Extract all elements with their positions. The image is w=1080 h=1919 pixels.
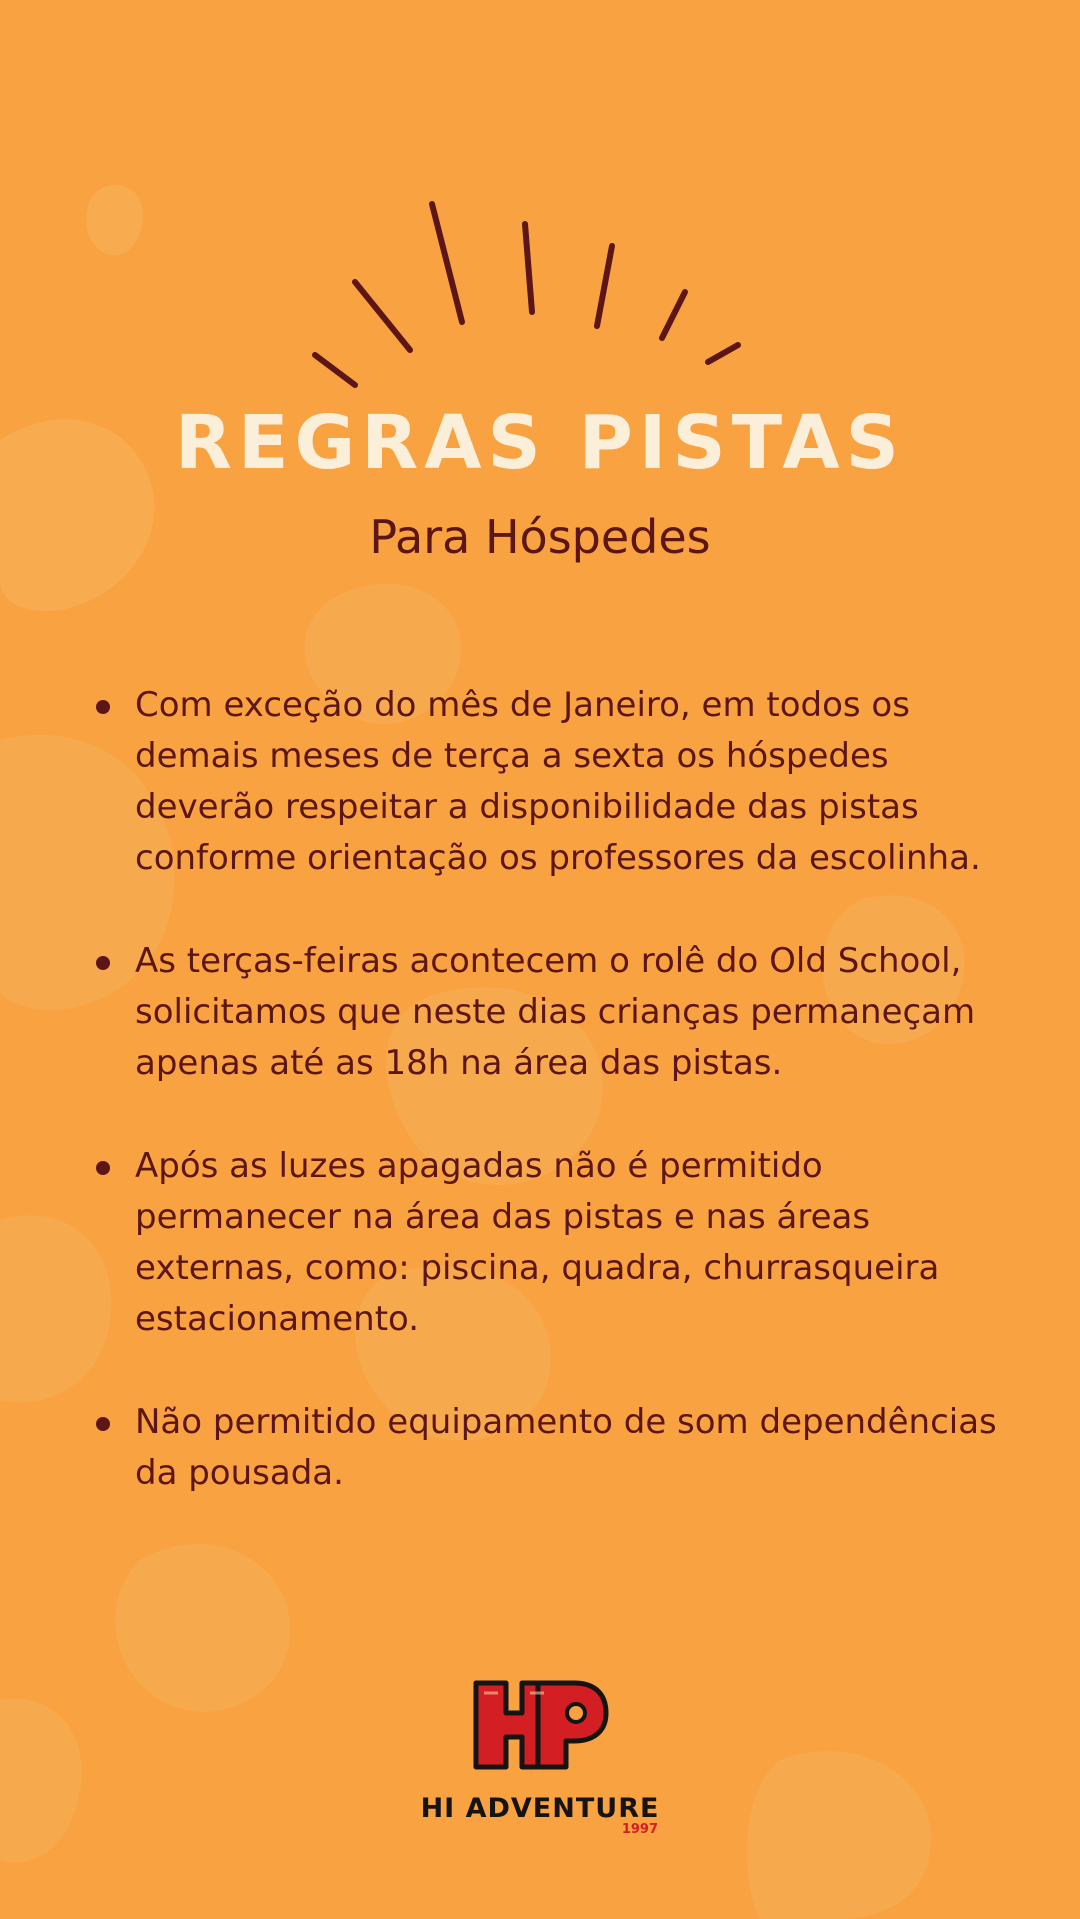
bullet-icon [96, 1161, 110, 1175]
rule-item [90, 1141, 1030, 1345]
rule-text: As terças-feiras acontecem o rolê do Old School, solicitamos que neste dias crianças permaneçam apenas até as 18h na área das pistas. [135, 941, 976, 1083]
rule-item [90, 680, 1030, 884]
bullet-icon [96, 700, 110, 714]
brand-logo [0, 1675, 1080, 1837]
rule-text: Com exceção do mês de Janeiro, em todos os demais meses de terça a sexta os hóspedes deverão respeitar a disponibilidade das pistas conforme orientação os professores da escolinha. [135, 685, 981, 878]
page-title: REGRAS PISTAS [175, 400, 905, 486]
rule-text: Após as luzes apagadas não é permitido permanecer na área das pistas e nas áreas externas, como: piscina, quadra, churrasqueira estacionamento. [135, 1146, 940, 1339]
brand-year: 1997 [621, 1822, 658, 1837]
sunburst-icon [300, 190, 760, 390]
rule-text: Não permitido equipamento de som dependências da pousada. [135, 1402, 997, 1493]
rules-list [90, 680, 1030, 1551]
bullet-icon [96, 956, 110, 970]
logo-mark-icon [470, 1675, 610, 1775]
brand-name: HI ADVENTURE [420, 1793, 660, 1824]
page-subtitle: Para Hóspedes [369, 510, 711, 564]
bullet-icon [96, 1417, 110, 1431]
rule-item [90, 1397, 1030, 1499]
rule-item [90, 936, 1030, 1089]
